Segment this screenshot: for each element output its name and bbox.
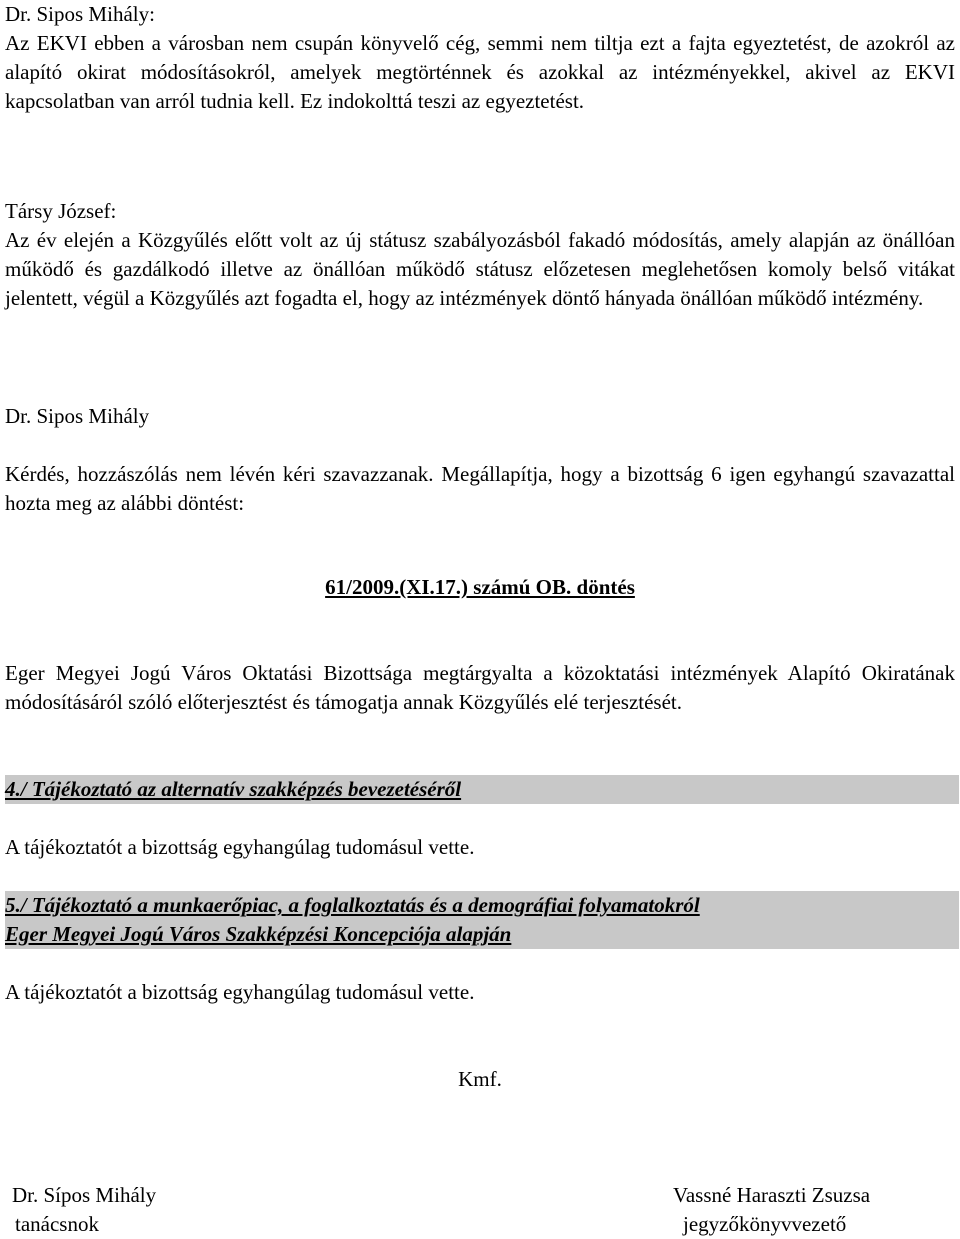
signature-right	[673, 1181, 870, 1239]
signature-left	[12, 1181, 156, 1239]
speech-block-1	[5, 0, 955, 116]
agenda-item-5-result: A tájékoztatót a bizottság egyhangúlag tudomásul vette.	[5, 980, 475, 1004]
speech-text: Kérdés, hozzászólás nem lévén kéri szavazzanak. Megállapítja, hogy a bizottság 6 igen egyhangú szavazattal hozta meg az alábbi döntést:	[5, 462, 955, 515]
agenda-item-4-title: 4./ Tájékoztató az alternatív szakképzés bevezetéséről	[5, 775, 959, 804]
speaker-name: Dr. Sipos Mihály	[5, 404, 150, 428]
signature-right-role: jegyzőkönyvvezető	[683, 1212, 847, 1236]
speech-text: Az év elején a Közgyűlés előtt volt az új státusz szabályozásból fakadó módosítás, amely alapján az önállóan működő és gazdálkodó illetve az önállóan működő státusz előzetesen meglehetősen komoly belső vitákat jelentett, végül a Közgyűlés azt fogadta el, hogy az intézmények döntő hányada önállóan működő intézmény.	[5, 228, 955, 310]
signature-left-name: Dr. Sípos Mihály	[12, 1183, 157, 1207]
agenda-item-4-result: A tájékoztatót a bizottság egyhangúlag tudomásul vette.	[5, 835, 475, 859]
agenda-item-5-title	[5, 891, 959, 949]
speech-block-2	[5, 197, 955, 313]
signature-left-role: tanácsnok	[15, 1212, 99, 1236]
kmf-closing: Kmf.	[458, 1067, 502, 1091]
speaker-name: Társy József:	[5, 199, 117, 223]
decision-title: 61/2009.(XI.17.) számú OB. döntés	[325, 575, 635, 599]
agenda-item-5-title-line1: 5./ Tájékoztató a munkaerőpiac, a foglalkoztatás és a demográfiai folyamatokról	[5, 893, 700, 917]
agenda-item-5-title-line2: Eger Megyei Jogú Város Szakképzési Koncepciója alapján	[5, 922, 512, 946]
speaker-name: Dr. Sipos Mihály:	[5, 2, 155, 26]
signature-right-name: Vassné Haraszti Zsuzsa	[673, 1183, 871, 1207]
speech-text: Az EKVI ebben a városban nem csupán könyvelő cég, semmi nem tiltja ezt a fajta egyeztetést, de azokról az alapító okirat módosításokról, amelyek megtörténnek és azokkal az intézményekkel, akivel az EKVI kapcsolatban van arról tudnia kell. Ez indokolttá teszi az egyeztetést.	[5, 31, 955, 113]
decision-text: Eger Megyei Jogú Város Oktatási Bizottsága megtárgyalta a közoktatási intézmények Alapító Okiratának módosításáról szóló előterjesztést és támogatja annak Közgyűlés elé terjesztését.	[5, 661, 955, 714]
